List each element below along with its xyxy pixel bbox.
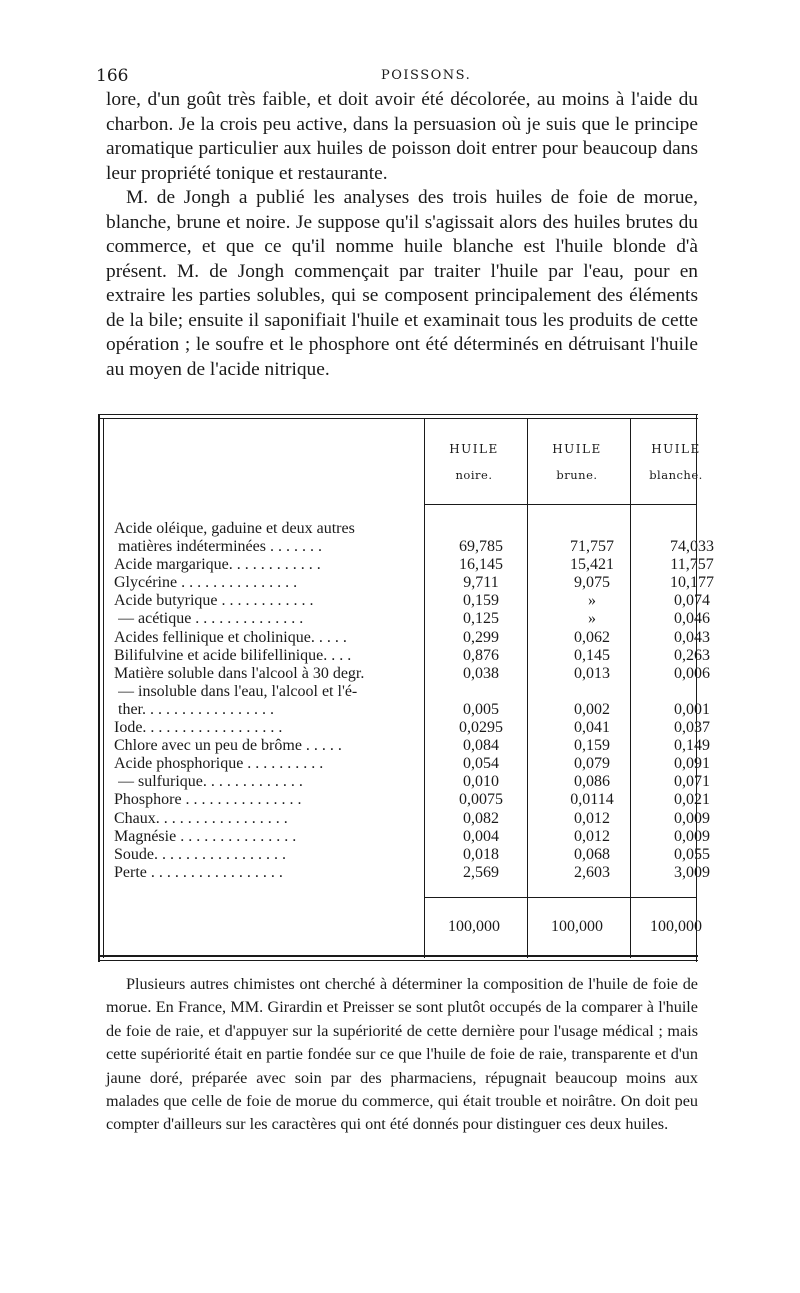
running-head: POISSONS. (381, 68, 472, 83)
table-row (114, 610, 710, 628)
table-row (114, 809, 710, 828)
cell-value: 0,0295 (459, 719, 503, 737)
table-row (114, 737, 710, 755)
total-blanche: 100,000 (650, 918, 702, 935)
row-label: Soude. . . . . . . . . . . . . . . . . (114, 845, 286, 863)
row-label: Magnésie . . . . . . . . . . . . . . . (114, 827, 297, 845)
cell-value: » (588, 592, 596, 610)
column-title: HUILE (552, 442, 602, 456)
cell-value: 0,299 (463, 628, 499, 646)
cell-value: 0,054 (463, 755, 499, 773)
table-row (114, 755, 710, 773)
cell-value: 0,009 (674, 827, 710, 845)
cell-value: 0,006 (674, 664, 710, 682)
cell-value: 9,711 (463, 574, 499, 592)
cell-value: 9,075 (574, 574, 610, 592)
row-label: Phosphore . . . . . . . . . . . . . . . (114, 791, 302, 809)
cell-value: 0,010 (463, 773, 499, 791)
cell-value: 0,012 (574, 827, 610, 845)
table-row (114, 683, 698, 701)
cell-value: 0,043 (674, 628, 710, 646)
row-label: Acides fellinique et cholinique. . . . . (114, 628, 347, 646)
cell-value: 0,068 (574, 845, 610, 863)
table-top-rule-inner (98, 418, 698, 419)
table-row (114, 538, 714, 556)
column-title: HUILE (651, 442, 701, 456)
table-row (114, 646, 710, 665)
table-top-rule (98, 414, 698, 415)
paragraph: Plusieurs autres chimistes ont cherché à déterminer la composition de l'huile de foie de morue. En France, MM. Girardin et Preisser se sont plutôt occupés de la comparer à l'huile de foie de raie, et d'appuyer sur la supériorité de cette dernière pour l'usage médical ; mais cette supériorité était en partie fondée sur ce que l'huile de foie de raie, transparente et d'un jaune doré, préparée avec soin par des pharmaciens, répugnait beaucoup moins aux malades que celle de foie de morue du commerce, qui était trouble et noirâtre. On doit peu compter d'ailleurs sur les caractères qui ont été donnés pour distinguer ces deux huiles. (106, 975, 698, 1134)
column-subtitle: noire. (455, 468, 493, 482)
header-rule (424, 504, 696, 505)
table-row (114, 664, 710, 683)
cell-value: 3,009 (674, 863, 710, 881)
cell-value: 0,002 (574, 700, 610, 718)
row-label: Acide butyrique . . . . . . . . . . . . (114, 592, 314, 610)
table-row (114, 592, 710, 610)
page-header (96, 66, 696, 86)
cell-value: 0,082 (463, 809, 499, 827)
body-text-top (106, 88, 698, 382)
cell-value: 0,149 (674, 737, 710, 755)
table-bottom-rule-inner (98, 960, 698, 961)
cell-value: 0,009 (674, 809, 710, 827)
total-brune: 100,000 (551, 918, 603, 935)
row-label: Perte . . . . . . . . . . . . . . . . . (114, 863, 283, 881)
analysis-table (98, 414, 714, 962)
row-label: ther. . . . . . . . . . . . . . . . . (118, 700, 274, 718)
column-header-noire (429, 442, 519, 482)
cell-value: 2,603 (574, 863, 610, 881)
cell-value: 0,0114 (570, 791, 614, 809)
cell-value: 15,421 (570, 556, 614, 574)
column-subtitle: brune. (556, 468, 598, 482)
cell-value: 0,021 (674, 791, 710, 809)
cell-value: 74,033 (670, 538, 714, 556)
table-row (114, 719, 710, 737)
column-title: HUILE (449, 442, 499, 456)
cell-value: 0,041 (574, 719, 610, 737)
cell-value: 16,145 (459, 556, 503, 574)
cell-value: 0,001 (674, 700, 710, 718)
row-label: — acétique . . . . . . . . . . . . . . (118, 610, 304, 628)
table-left-rule (98, 414, 100, 962)
row-label: Acide margarique. . . . . . . . . . . . (114, 556, 321, 574)
cell-value: 0,062 (574, 628, 610, 646)
total-noire: 100,000 (448, 918, 500, 935)
table-row (114, 845, 710, 864)
cell-value: » (588, 610, 596, 628)
cell-value: 0,159 (574, 737, 610, 755)
table-row (114, 700, 710, 719)
cell-value: 69,785 (459, 538, 503, 556)
row-label: Iode. . . . . . . . . . . . . . . . . . (114, 719, 283, 737)
table-row (114, 556, 714, 574)
table-bottom-rule (98, 955, 698, 957)
paragraph: M. de Jongh a publié les analyses des trois huiles de foie de morue, blanche, brune et noire. Je suppose qu'il s'agissait alors des huiles brutes du commerce, et que ce qu'il nomme huile blanche est l'huile blonde d'à présent. M. de Jongh commençait par traiter l'huile par l'eau, pour en extraire les parties solubles, qui se composent principalement des éléments de la bile; ensuite il saponifiait l'huile et examinait tous les produits de cette opération ; le soufre et le phosphore ont été déterminés en détruisant l'huile au moyen de l'acide nitrique. (106, 187, 698, 380)
cell-value: 0,074 (674, 592, 710, 610)
cell-value: 0,263 (674, 646, 710, 664)
body-text-bottom (106, 973, 698, 1137)
cell-value: 0,055 (674, 845, 710, 863)
cell-value: 0,079 (574, 755, 610, 773)
row-label: Acide oléique, gaduine et deux autres (114, 520, 355, 537)
table-row (114, 574, 714, 592)
column-header-brune (532, 442, 622, 482)
cell-value: 0,084 (463, 737, 499, 755)
cell-value: 0,038 (463, 664, 499, 682)
column-header-blanche (631, 442, 721, 482)
row-label: Chaux. . . . . . . . . . . . . . . . . (114, 809, 288, 827)
cell-value: 0,086 (574, 773, 610, 791)
cell-value: 0,0075 (459, 791, 503, 809)
cell-value: 0,013 (574, 664, 610, 682)
page-number: 166 (96, 66, 129, 86)
cell-value: 0,005 (463, 700, 499, 718)
cell-value: 0,012 (574, 809, 610, 827)
row-label: Glycérine . . . . . . . . . . . . . . . (114, 574, 298, 592)
cell-value: 0,145 (574, 646, 610, 664)
table-row (114, 520, 698, 538)
row-label: — insoluble dans l'eau, l'alcool et l'é- (118, 682, 358, 700)
row-label: Bilifulvine et acide bilifellinique. . . . (114, 646, 352, 664)
table-row (114, 628, 710, 647)
cell-value: 0,091 (674, 755, 710, 773)
row-label: — sulfurique. . . . . . . . . . . . . (118, 773, 303, 791)
cell-value: 0,071 (674, 773, 710, 791)
table-row (114, 827, 710, 846)
cell-value: 10,177 (670, 574, 714, 592)
table-left-rule-inner (103, 418, 104, 958)
table-body (114, 520, 714, 882)
table-row (114, 863, 710, 882)
column-subtitle: blanche. (649, 468, 703, 482)
totals-rule (424, 897, 696, 898)
cell-value: 0,125 (463, 610, 499, 628)
cell-value: 0,018 (463, 845, 499, 863)
cell-value: 0,876 (463, 646, 499, 664)
row-label: matières indéterminées . . . . . . . (118, 538, 322, 556)
row-label: Matière soluble dans l'alcool à 30 degr. (114, 664, 365, 682)
row-label: Acide phosphorique . . . . . . . . . . (114, 755, 324, 773)
cell-value: 71,757 (570, 538, 614, 556)
cell-value: 2,569 (463, 863, 499, 881)
cell-value: 11,757 (670, 556, 714, 574)
cell-value: 0,046 (674, 610, 710, 628)
table-row (114, 773, 710, 791)
cell-value: 0,159 (463, 592, 499, 610)
cell-value: 0,037 (674, 719, 710, 737)
table-row (114, 791, 710, 809)
paragraph: lore, d'un goût très faible, et doit avoir été décolorée, au moins à l'aide du charbon. Je la crois peu active, dans la persuasion où je suis que le principe aromatique particulier aux huiles de poisson doit entrer pour beaucoup dans leur propriété tonique et restaurante. (106, 89, 698, 184)
row-label: Chlore avec un peu de brôme . . . . . (114, 737, 342, 755)
cell-value: 0,004 (463, 827, 499, 845)
